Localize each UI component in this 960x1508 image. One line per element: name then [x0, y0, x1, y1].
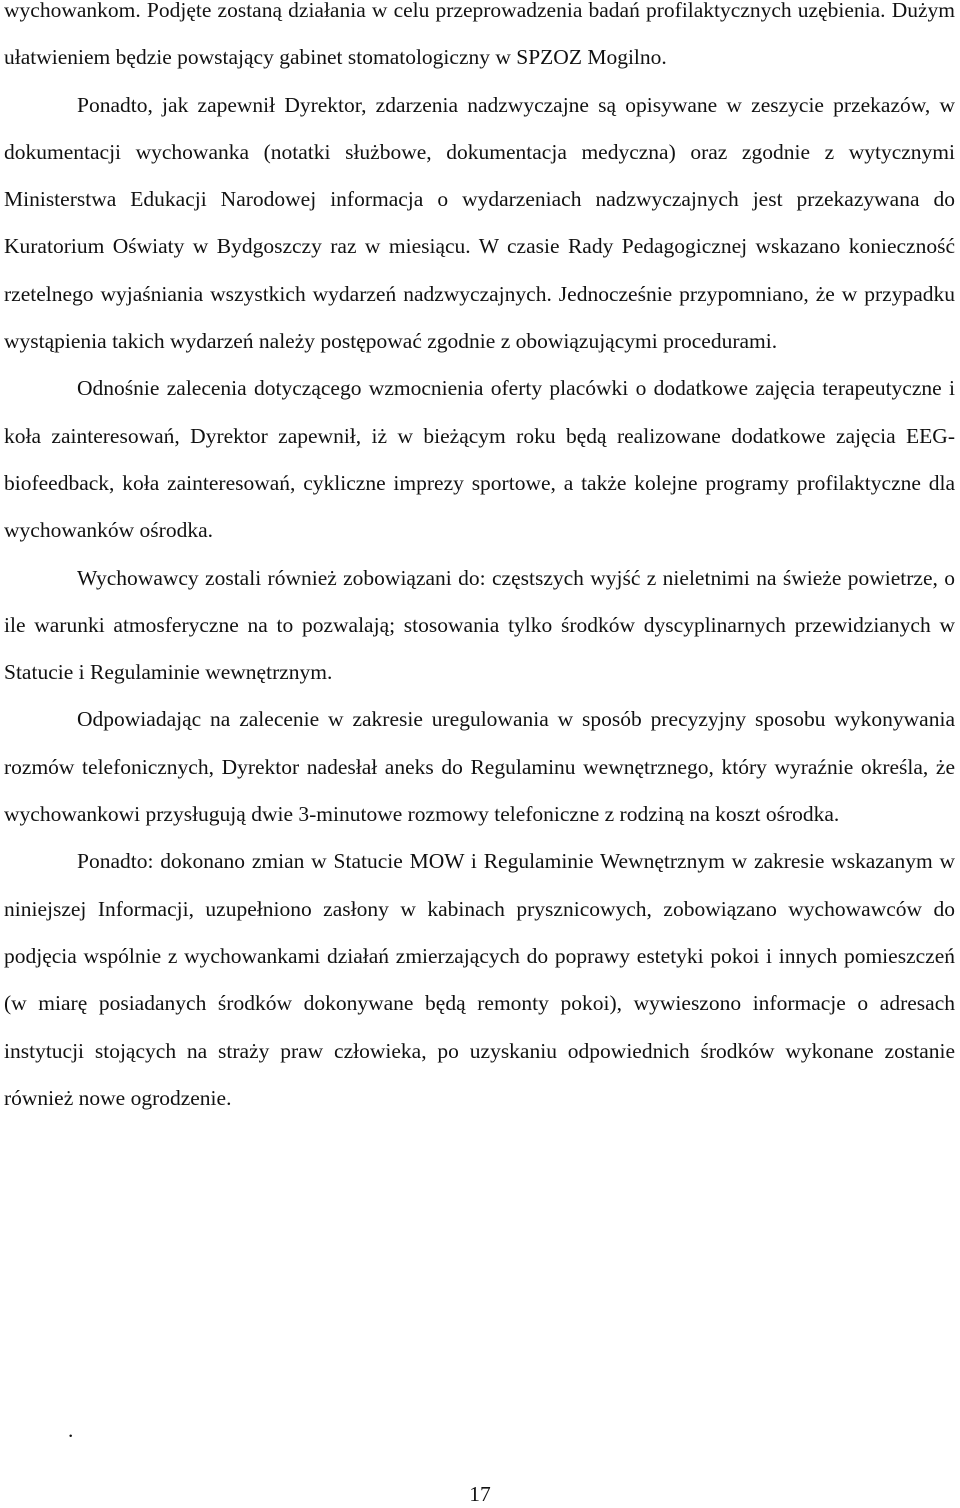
paragraph-phone-calls: Odpowiadając na zalecenie w zakresie uregulowania w sposób precyzyjny sposobu wykonywania rozmów telefonicznych, Dyrektor nadesłał aneks do Regulaminu wewnętrznego, który wyraźnie określa, że wychowankowi przysługują dwie 3-minutowe rozmowy telefoniczne z rodziną na koszt ośrodka.	[4, 707, 955, 827]
paragraph-dental-care: wychowankom. Podjęte zostaną działania w celu przeprowadzenia badań profilaktycznych uzębienia. Dużym ułatwieniem będzie powstający gabinet stomatologiczny w SPZOZ Mogilno.	[4, 0, 955, 70]
paragraph-additional-activities: Odnośnie zalecenia dotyczącego wzmocnienia oferty placówki o dodatkowe zajęcia terapeutyczne i koła zainteresowań, Dyrektor zapewnił, iż w bieżącym roku będą realizowane dodatkowe zajęcia EEG-biofeedback, koła zainteresowań, cykliczne imprezy sportowe, a także kolejne programy profilaktyczne dla wychowanków ośrodka.	[4, 376, 955, 543]
paragraph-extraordinary-events: Ponadto, jak zapewnił Dyrektor, zdarzenia nadzwyczajne są opisywane w zeszycie przekazów, w dokumentacji wychowanka (notatki służbowe, dokumentacja medyczna) oraz zgodnie z wytycznymi Ministerstwa Edukacji Narodowej informacja o wydarzeniach nadzwyczajnych jest przekazywana do Kuratorium Oświaty w Bydgoszczy raz w miesiącu. W czasie Rady Pedagogicznej wskazano konieczność rzetelnego wyjaśniania wszystkich wydarzeń nadzwyczajnych. Jednocześnie przypomniano, że w przypadku wystąpienia takich wydarzeń należy postępować zgodnie z obowiązującymi procedurami.	[4, 92, 955, 354]
paragraph-other-changes: Ponadto: dokonano zmian w Statucie MOW i Regulaminie Wewnętrznym w zakresie wskazanym w niniejszej Informacji, uzupełniono zasłony w kabinach prysznicowych, zobowiązano wychowawców do podjęcia wspólnie z wychowankami działań zmierzających do poprawy estetyki pokoi i innych pomieszczeń (w miarę posiadanych środków dokonywane będą remonty pokoi), wywieszono informacje o adresach instytucji stojących na straży praw człowieka, po uzyskaniu odpowiednich środków wykonane zostanie również nowe ogrodzenie.	[4, 849, 955, 1110]
page-number: 17	[469, 1482, 491, 1506]
trailing-dot: .	[68, 1418, 74, 1442]
document-page	[4, 0, 955, 1122]
paragraph-educators-obligations: Wychowawcy zostali również zobowiązani do: częstszych wyjść z nieletnimi na świeże powietrze, o ile warunki atmosferyczne na to pozwalają; stosowania tylko środków dyscyplinarnych przewidzianych w Statucie i Regulaminie wewnętrznym.	[4, 565, 955, 685]
